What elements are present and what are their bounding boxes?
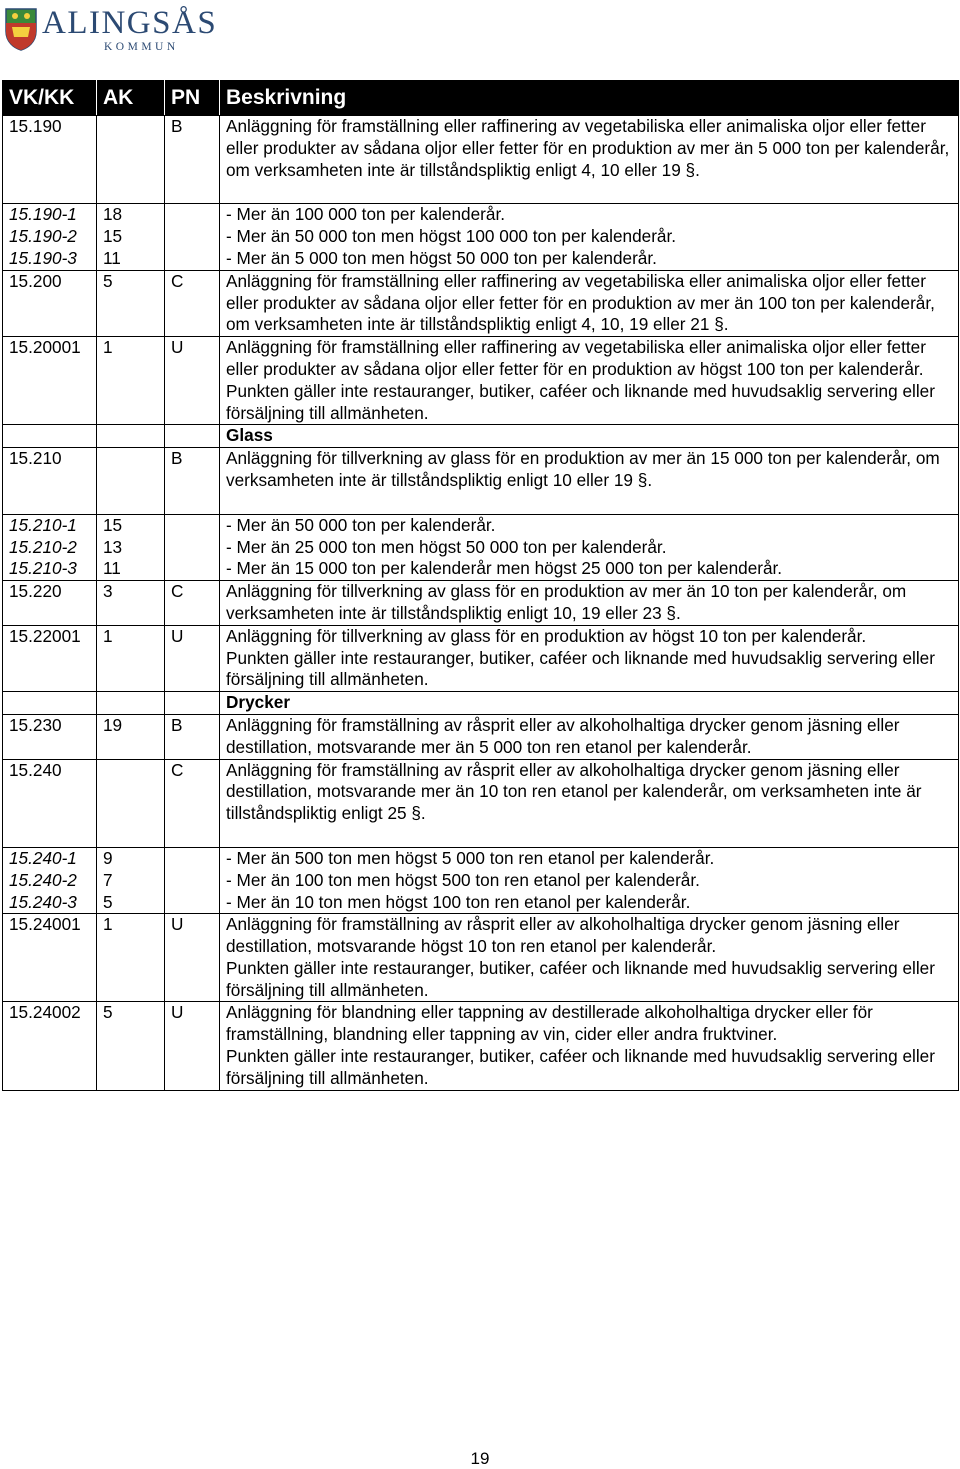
table-row bbox=[3, 448, 959, 515]
ak-cell bbox=[97, 625, 165, 691]
description-line: - Mer än 500 ton men högst 5 000 ton ren etanol per kalenderår. bbox=[226, 847, 715, 868]
ak-line: 11 bbox=[103, 558, 121, 579]
pn-line: B bbox=[171, 116, 183, 136]
code-line: 15.190-3 bbox=[9, 247, 77, 268]
pn-line: U bbox=[171, 337, 184, 358]
category-empty-cell bbox=[165, 425, 220, 448]
description-line: - Mer än 50 000 ton per kalenderår. bbox=[226, 514, 496, 535]
ak-cell bbox=[97, 514, 165, 580]
column-header-beskrivning: Beskrivning bbox=[220, 81, 959, 116]
column-header-vkkk: VK/KK bbox=[3, 81, 97, 116]
description-line: - Mer än 15 000 ton per kalenderår men högst 25 000 ton per kalenderår. bbox=[226, 558, 783, 579]
ak-line: 3 bbox=[103, 581, 113, 602]
table-row bbox=[3, 581, 959, 626]
description-line: - Mer än 5 000 ton men högst 50 000 ton per kalenderår. bbox=[226, 247, 657, 268]
ak-line: 15 bbox=[103, 226, 123, 247]
sub-class-row bbox=[3, 514, 959, 580]
column-header-pn: PN bbox=[165, 81, 220, 116]
pn-line: C bbox=[171, 270, 184, 291]
description-line: Punkten gäller inte restauranger, butiker, caféer och liknande med huvudsaklig servering eller försäljning till allmänheten. bbox=[226, 647, 935, 690]
code-line: 15.240-1 bbox=[9, 847, 77, 868]
ak-cell bbox=[97, 759, 165, 847]
sub-class-row bbox=[3, 204, 959, 270]
code-line: 15.200 bbox=[9, 270, 62, 291]
code-line: 15.240-3 bbox=[9, 891, 77, 912]
code-line: 15.210-2 bbox=[9, 536, 77, 557]
column-header-ak: AK bbox=[97, 81, 165, 116]
category-label: Drycker bbox=[220, 692, 959, 715]
code-cell bbox=[3, 581, 97, 626]
description-cell bbox=[220, 914, 959, 1002]
description-cell bbox=[220, 625, 959, 691]
description-cell bbox=[220, 759, 959, 847]
ak-line: 18 bbox=[103, 204, 123, 225]
table-row bbox=[3, 1002, 959, 1090]
pn-cell bbox=[165, 914, 220, 1002]
description-line: Anläggning för framställning av råsprit eller av alkoholhaltiga drycker genom jäsning eller destillation, motsvarande högst 10 ton ren etanol per kalenderår. bbox=[226, 914, 900, 957]
description-line: Anläggning för tillverkning av glass för en produktion av högst 10 ton per kalenderår. bbox=[226, 625, 867, 646]
pn-cell bbox=[165, 337, 220, 425]
description-cell bbox=[220, 270, 959, 336]
pn-cell bbox=[165, 270, 220, 336]
table-row bbox=[3, 714, 959, 759]
ak-cell bbox=[97, 204, 165, 270]
description-line: - Mer än 100 000 ton per kalenderår. bbox=[226, 204, 505, 225]
code-line: 15.22001 bbox=[9, 625, 81, 646]
code-line: 15.210-1 bbox=[9, 514, 77, 535]
code-cell bbox=[3, 1002, 97, 1090]
description-line: - Mer än 100 ton men högst 500 ton ren etanol per kalenderår. bbox=[226, 869, 700, 890]
pn-line: B bbox=[171, 448, 183, 469]
pn-cell bbox=[165, 625, 220, 691]
code-cell bbox=[3, 714, 97, 759]
ak-cell bbox=[97, 270, 165, 336]
code-line: 15.24001 bbox=[9, 914, 81, 935]
code-line: 15.190 bbox=[9, 116, 62, 136]
pn-line: B bbox=[171, 714, 183, 735]
table-row bbox=[3, 914, 959, 1002]
description-line: Anläggning för tillverkning av glass för en produktion av mer än 10 ton per kalenderår, om verksamheten inte är tillståndspliktig enligt 10, 19 eller 23 §. bbox=[226, 581, 907, 623]
sub-class-row bbox=[3, 847, 959, 913]
table-row bbox=[3, 270, 959, 336]
description-line: - Mer än 25 000 ton men högst 50 000 ton per kalenderår. bbox=[226, 536, 667, 557]
table-body bbox=[3, 116, 959, 1091]
logo-subtext: KOMMUN bbox=[104, 41, 179, 53]
pn-line: U bbox=[171, 625, 184, 646]
ak-line: 11 bbox=[103, 247, 121, 268]
description-line: - Mer än 50 000 ton men högst 100 000 ton per kalenderår. bbox=[226, 226, 677, 247]
description-line: - Mer än 10 ton men högst 100 ton ren etanol per kalenderår. bbox=[226, 891, 691, 912]
ak-cell bbox=[97, 337, 165, 425]
ak-line: 15 bbox=[103, 514, 123, 535]
pn-cell bbox=[165, 759, 220, 847]
category-row bbox=[3, 692, 959, 715]
pn-cell bbox=[165, 514, 220, 580]
description-line: Anläggning för blandning eller tappning av destillerade alkoholhaltiga drycker eller för framställning, blandning eller tappning av vin, cider eller andra fruktviner. bbox=[226, 1002, 873, 1045]
code-cell bbox=[3, 116, 97, 204]
ak-cell bbox=[97, 581, 165, 626]
description-line: Anläggning för framställning eller raffinering av vegetabiliska eller animaliska oljor eller fetter eller produkter av sådana oljor eller fetter för en produktion av högst 100 ton per kalenderår. bbox=[226, 337, 926, 379]
description-cell bbox=[220, 581, 959, 626]
code-line: 15.240 bbox=[9, 759, 62, 780]
logo-text: ALINGSÅS bbox=[42, 5, 218, 41]
category-empty-cell bbox=[97, 692, 165, 715]
code-line: 15.20001 bbox=[9, 337, 81, 358]
ak-cell bbox=[97, 847, 165, 913]
table-header-row bbox=[3, 81, 959, 116]
pn-line: C bbox=[171, 581, 184, 602]
code-cell bbox=[3, 270, 97, 336]
ak-line: 9 bbox=[103, 847, 113, 868]
pn-cell bbox=[165, 714, 220, 759]
logo bbox=[4, 3, 244, 55]
ak-line: 1 bbox=[103, 625, 113, 646]
pn-cell bbox=[165, 448, 220, 515]
code-cell bbox=[3, 914, 97, 1002]
description-line: Anläggning för framställning eller raffinering av vegetabiliska eller animaliska oljor eller fetter eller produkter av sådana oljor eller fetter för en produktion av mer än 100 ton per kalenderår, om verksamheten inte är tillståndspliktig enligt 4, 10, 19 eller 21 §. bbox=[226, 270, 935, 335]
ak-line: 5 bbox=[103, 891, 113, 912]
ak-line: 5 bbox=[103, 270, 113, 291]
description-line: Punkten gäller inte restauranger, butiker, caféer och liknande med huvudsaklig servering eller försäljning till allmänheten. bbox=[226, 957, 935, 1000]
code-cell bbox=[3, 847, 97, 913]
ak-cell bbox=[97, 1002, 165, 1090]
ak-cell bbox=[97, 116, 165, 204]
category-empty-cell bbox=[97, 425, 165, 448]
table-row bbox=[3, 116, 959, 204]
description-line: Punkten gäller inte restauranger, butiker, caféer och liknande med huvudsaklig servering eller försäljning till allmänheten. bbox=[226, 1046, 935, 1088]
ak-cell bbox=[97, 914, 165, 1002]
code-line: 15.24002 bbox=[9, 1002, 81, 1023]
code-line: 15.210-3 bbox=[9, 558, 77, 579]
description-cell bbox=[220, 448, 959, 515]
code-cell bbox=[3, 514, 97, 580]
description-cell bbox=[220, 1002, 959, 1090]
pn-cell bbox=[165, 1002, 220, 1090]
description-line: Anläggning för framställning av råsprit eller av alkoholhaltiga drycker genom jäsning eller destillation, motsvarande mer än 10 ton ren etanol per kalenderår, om verksamheten inte är tillståndspliktig enligt 25 §. bbox=[226, 759, 922, 824]
ak-cell bbox=[97, 714, 165, 759]
ak-line: 7 bbox=[103, 869, 113, 890]
code-cell bbox=[3, 204, 97, 270]
code-line: 15.210 bbox=[9, 448, 62, 469]
code-line: 15.190-2 bbox=[9, 226, 77, 247]
code-line: 15.190-1 bbox=[9, 204, 77, 225]
activity-table bbox=[2, 80, 959, 1091]
description-cell bbox=[220, 337, 959, 425]
category-empty-cell bbox=[3, 692, 97, 715]
table-row bbox=[3, 759, 959, 847]
description-cell bbox=[220, 204, 959, 270]
pn-cell bbox=[165, 116, 220, 204]
description-line: Anläggning för tillverkning av glass för en produktion av mer än 15 000 ton per kalenderår, om verksamheten inte är tillståndspliktig enligt 10 eller 19 §. bbox=[226, 448, 940, 490]
page-number: 19 bbox=[470, 1449, 490, 1468]
category-label: Glass bbox=[220, 425, 959, 448]
ak-line: 1 bbox=[103, 914, 113, 935]
code-line: 15.230 bbox=[9, 714, 62, 735]
coat-of-arms-icon bbox=[4, 7, 38, 51]
pn-line: C bbox=[171, 759, 184, 780]
code-cell bbox=[3, 448, 97, 515]
pn-cell bbox=[165, 847, 220, 913]
description-cell bbox=[220, 116, 959, 204]
description-line: Punkten gäller inte restauranger, butiker, caféer och liknande med huvudsaklig servering eller försäljning till allmänheten. bbox=[226, 380, 935, 423]
ak-line: 19 bbox=[103, 714, 123, 735]
description-cell bbox=[220, 714, 959, 759]
description-line: Anläggning för framställning eller raffinering av vegetabiliska eller animaliska oljor eller fetter eller produkter av sådana oljor eller fetter för en produktion av mer än 5 000 ton per kalenderår, om verksamheten inte är tillståndspliktig enligt 4, 10 eller 19 §. bbox=[226, 116, 950, 180]
category-empty-cell bbox=[165, 692, 220, 715]
ak-cell bbox=[97, 448, 165, 515]
description-cell bbox=[220, 514, 959, 580]
code-cell bbox=[3, 337, 97, 425]
code-line: 15.240-2 bbox=[9, 869, 77, 890]
code-cell bbox=[3, 759, 97, 847]
category-empty-cell bbox=[3, 425, 97, 448]
pn-line: U bbox=[171, 914, 184, 935]
table-row bbox=[3, 625, 959, 691]
category-row bbox=[3, 425, 959, 448]
pn-cell bbox=[165, 581, 220, 626]
ak-line: 1 bbox=[103, 337, 113, 358]
ak-line: 5 bbox=[103, 1002, 113, 1023]
table-row bbox=[3, 337, 959, 425]
pn-line: U bbox=[171, 1002, 184, 1023]
ak-line: 13 bbox=[103, 536, 123, 557]
code-cell bbox=[3, 625, 97, 691]
description-line: Anläggning för framställning av råsprit eller av alkoholhaltiga drycker genom jäsning eller destillation, motsvarande mer än 5 000 ton ren etanol per kalenderår. bbox=[226, 714, 900, 757]
pn-cell bbox=[165, 204, 220, 270]
description-cell bbox=[220, 847, 959, 913]
code-line: 15.220 bbox=[9, 581, 62, 602]
